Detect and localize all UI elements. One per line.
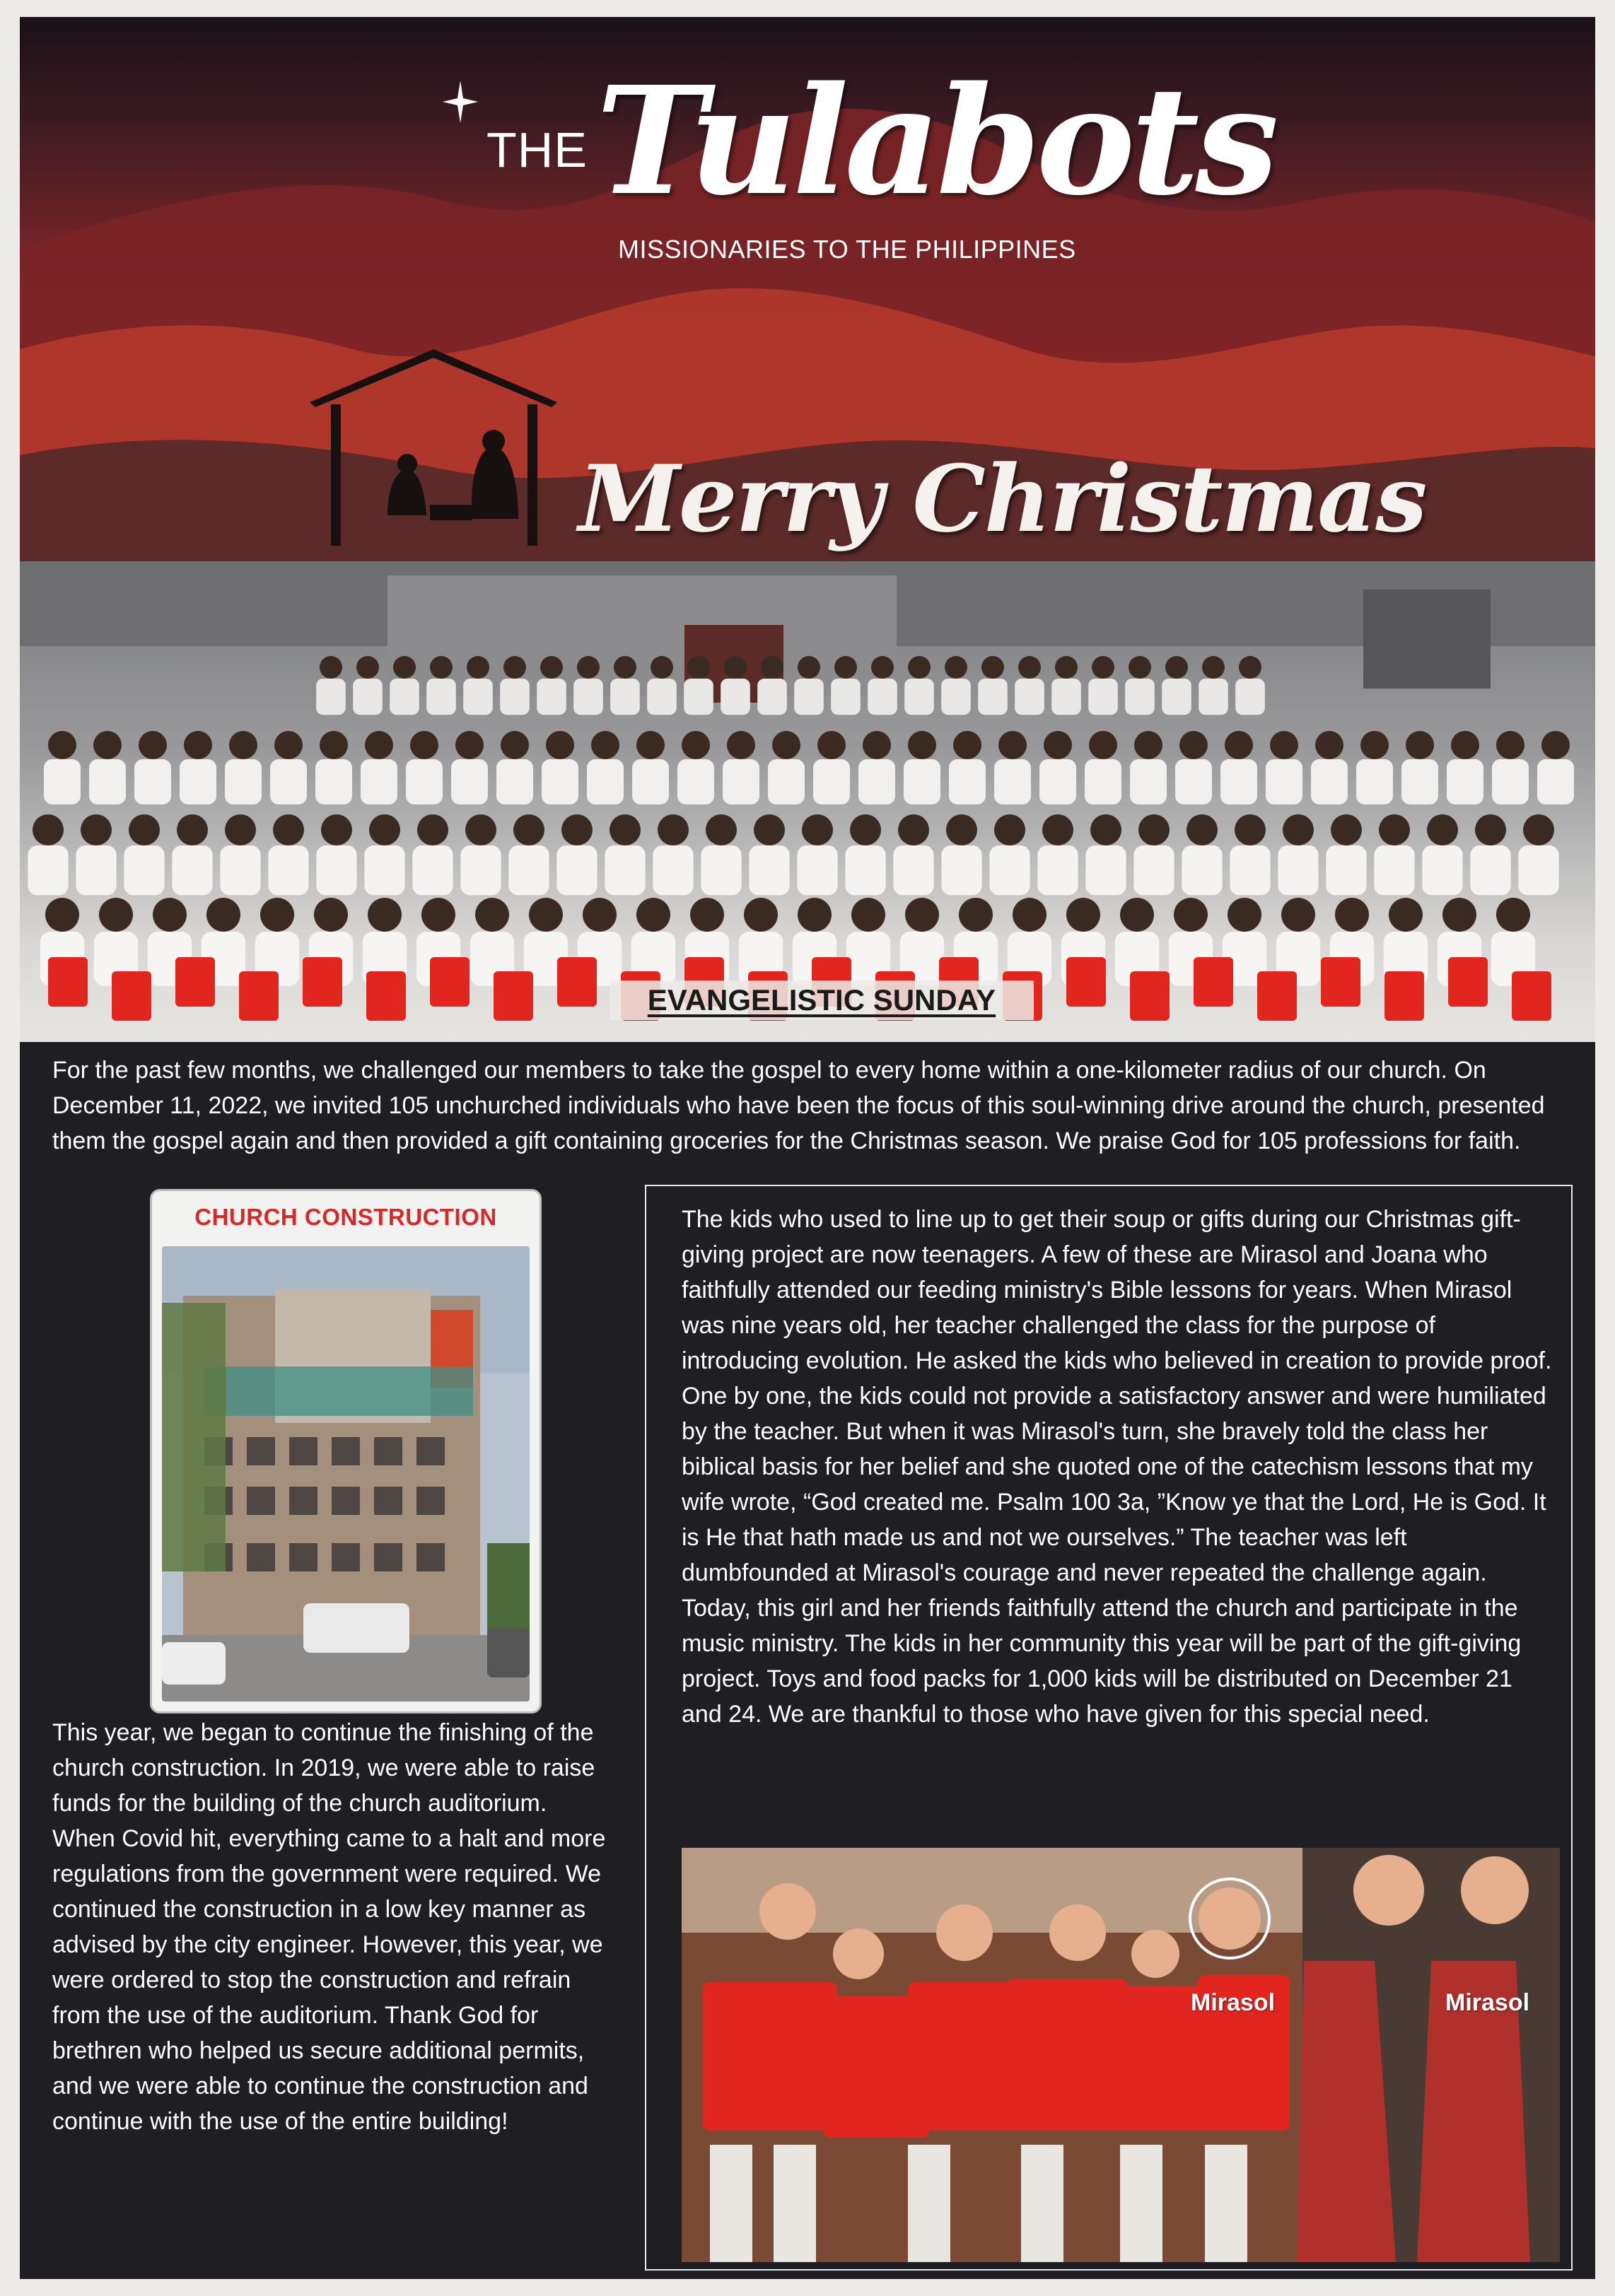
star-icon [443,81,478,123]
kids-gift-photo [682,1848,1560,2262]
intro-paragraph: For the past few months, we challenged our members to take the gospel to every home within a one-kilometer radius of our church. On December 11, 2022, we invited 105 unchurched individuals who have been the focus of this soul-winning drive around the church, presented them the gospel again and then provided a gift containing groceries for the Christmas season. We praise God for 105 professions for faith. [52,1057,1545,1154]
building-photo [162,1246,530,1702]
construction-title: CHURCH CONSTRUCTION [194,1204,497,1230]
crowd-rows [28,656,1574,1021]
evangelistic-sunday-photo [20,561,1595,1042]
construction-paragraph: This year, we began to continue the finishing of the church construction. In 2019, we were able to raise funds for the building of the church auditorium. When Covid hit, everything came to a halt and more regulations from the government were required. We continued the construction in a low key manner as advised by the city engineer. However, this year, we were ordered to stop the construction and refrain from the use of the auditorium. Thank God for brethren who helped us secure additional permits, and we were able to continue the construction and continue with the use of the entire building! [52,1719,606,2135]
newsletter-page [20,17,1595,2279]
merry-christmas-heading: Merry Christmas [578,445,1426,553]
story-paragraph: The kids who used to line up to get their soup or gifts during our Christmas gift-giving project are now teenagers. A few of these are Mirasol and Joana who faithfully attended our feeding ministry's Bible lessons for years. When Mirasol was nine years old, her teacher challenged the class for the purpose of introducing evolution. He asked the kids who believed in creation to provide proof. One by one, the kids could not provide a satisfactory answer and were humiliated by the teacher. But when it was Mirasol's turn, she bravely told the class her biblical basis for her belief and she quoted one of the catechism lessons that my wife wrote, “God created me. Psalm 100 3a, ”Know ye that the Lord, He is God. It is He that hath made us and not we ourselves.” The teacher was left dumbfounded at Mirasol's courage and never repeated the challenge again. Today, this girl and her friends faithfully attend the church and participate in the music ministry. The kids in her community this year will be part of the gift-giving project. Toys and food packs for 1,000 kids will be distributed on December 21 and 24. We are thankful to those who have given for this special need. [682,1206,1552,1728]
photo-label-mirasol-right: Mirasol [1445,1989,1530,2016]
photo-label-mirasol-left: Mirasol [1191,1989,1276,2016]
church-construction-card [150,1189,542,1714]
brand-name-logo: Tulabots [596,54,1275,228]
brand-subtitle: MISSIONARIES TO THE PHILIPPINES [618,235,1076,264]
photo-caption: EVANGELISTIC SUNDAY [610,980,1034,1020]
brand-the-label: THE [486,122,588,177]
header-banner [20,17,1595,561]
crowd-illustration [20,561,1595,1042]
